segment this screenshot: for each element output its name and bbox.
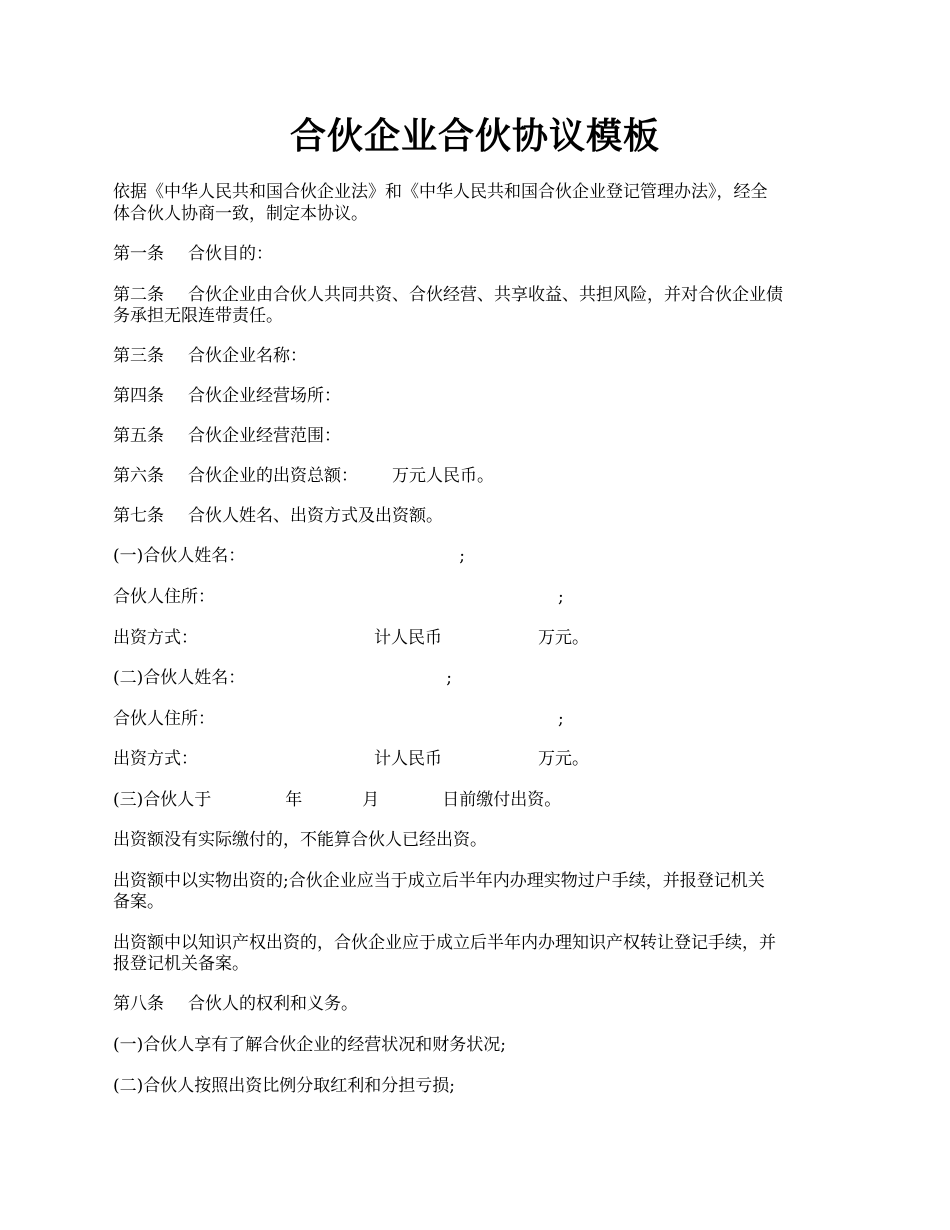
partner-2-method-unit: 万元。	[538, 749, 589, 769]
paragraph-in-kind-line-2: 备案。	[113, 892, 164, 912]
intro-paragraph-line-2: 体合伙人协商一致，制定本协议。	[113, 204, 368, 224]
article-8-text: 合伙人的权利和义务。	[188, 994, 358, 1014]
article-8	[113, 993, 358, 1015]
partner-2-name-line	[113, 667, 452, 689]
right-item-2: (二)合伙人按照出资比例分取红利和分担亏损;	[113, 1076, 455, 1096]
partner-2-address-label: 合伙人住所：	[113, 709, 215, 729]
partner-1-address-line	[113, 586, 564, 608]
article-7-text: 合伙人姓名、出资方式及出资额。	[188, 506, 443, 526]
partner-1-method-label: 出资方式：	[113, 628, 198, 648]
article-4	[113, 385, 341, 407]
paragraph-in-kind-line-1: 出资额中以实物出资的;合伙企业应当于成立后半年内办理实物过户手续，并报登记机关	[113, 871, 765, 891]
article-6-unit: 万元人民币。	[392, 466, 494, 486]
right-item-1: (一)合伙人享有了解合伙企业的经营状况和财务状况;	[113, 1035, 506, 1055]
article-2-line-1	[113, 284, 783, 306]
paragraph-ip-line-1: 出资额中以知识产权出资的，合伙企业应于成立后半年内办理知识产权转让登记手续，并	[113, 933, 776, 953]
article-2-label: 第二条	[113, 285, 164, 305]
partner-1-contribution-line	[113, 627, 589, 649]
partner-1-name-line	[113, 545, 465, 567]
article-1	[113, 243, 273, 265]
intro-paragraph-line-1: 依据《中华人民共和国合伙企业法》和《中华人民共和国合伙企业登记管理办法》，经全	[113, 182, 768, 202]
article-8-label: 第八条	[113, 994, 164, 1014]
paragraph-unpaid: 出资额没有实际缴付的，不能算合伙人已经出资。	[113, 830, 487, 850]
partner-2-address-line	[113, 708, 564, 730]
article-3	[113, 345, 307, 367]
payment-deadline-month: 月	[362, 790, 380, 810]
article-5	[113, 425, 341, 447]
partner-2-name-label: (二)合伙人姓名：	[113, 668, 246, 688]
partner-1-address-end: ;	[558, 587, 564, 607]
payment-deadline-day: 日前缴付出资。	[442, 790, 562, 810]
partner-2-method-mid: 计人民币	[374, 749, 442, 769]
article-6-text: 合伙企业的出资总额：	[188, 466, 358, 486]
article-6-label: 第六条	[113, 466, 164, 486]
article-7	[113, 505, 443, 527]
partner-2-method-label: 出资方式：	[113, 749, 198, 769]
article-1-text: 合伙目的：	[188, 244, 273, 264]
partner-1-method-unit: 万元。	[538, 628, 589, 648]
payment-deadline-year: 年	[285, 790, 303, 810]
payment-deadline-line	[113, 789, 561, 811]
partner-2-name-end: ;	[446, 668, 452, 688]
article-3-label: 第三条	[113, 346, 164, 366]
article-1-label: 第一条	[113, 244, 164, 264]
article-4-text: 合伙企业经营场所：	[188, 386, 341, 406]
paragraph-ip-line-2: 报登记机关备案。	[113, 954, 249, 974]
article-3-text: 合伙企业名称：	[188, 346, 307, 366]
payment-deadline-prefix: (三)合伙人于	[113, 790, 212, 810]
article-4-label: 第四条	[113, 386, 164, 406]
partner-2-address-end: ;	[558, 709, 564, 729]
article-2-text: 合伙企业由合伙人共同共资、合伙经营、共享收益、共担风险，并对合伙企业债	[188, 285, 783, 305]
document-title: 合伙企业合伙协议模板	[289, 115, 660, 157]
article-6	[113, 465, 494, 487]
article-5-text: 合伙企业经营范围：	[188, 426, 341, 446]
article-5-label: 第五条	[113, 426, 164, 446]
partner-1-name-end: ;	[459, 546, 465, 566]
partner-1-name-label: (一)合伙人姓名：	[113, 546, 246, 566]
partner-1-method-mid: 计人民币	[374, 628, 442, 648]
article-2-line-2: 务承担无限连带责任。	[113, 306, 283, 326]
partner-1-address-label: 合伙人住所：	[113, 587, 215, 607]
article-7-label: 第七条	[113, 506, 164, 526]
partner-2-contribution-line	[113, 748, 589, 770]
